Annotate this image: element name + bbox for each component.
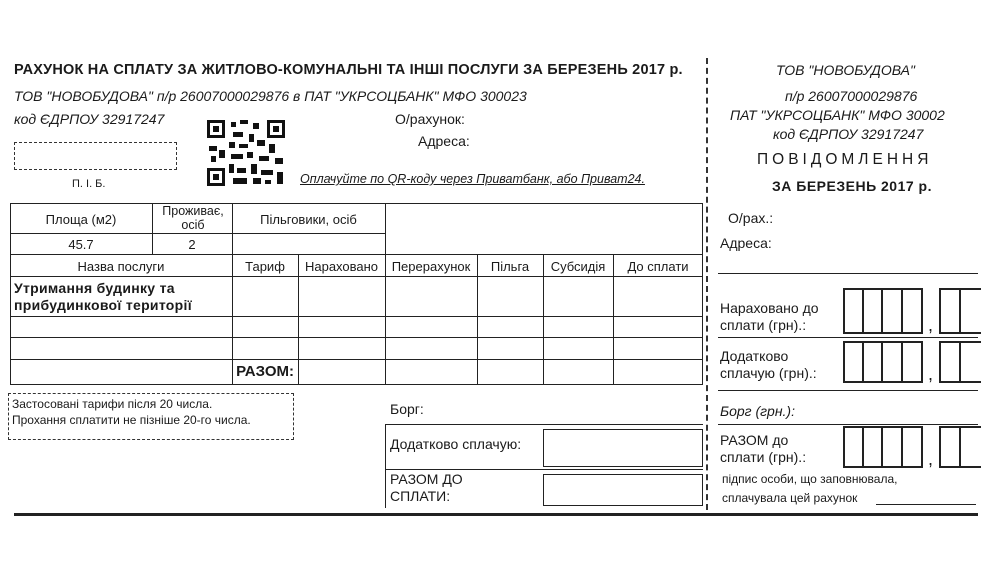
notice-period: ЗА БЕРЕЗЕНЬ 2017 р. (772, 178, 932, 194)
notice-account-label: О/рах.: (728, 210, 774, 226)
notice-address-label: Адреса: (720, 235, 772, 251)
notice-account: п/р 26007000029876 (785, 88, 918, 104)
notice-total-label: РАЗОМ до сплати (грн).: (720, 432, 807, 465)
accrued-label: Нараховано до сплати (грн).: (720, 300, 819, 333)
area-value: 45.7 (68, 237, 94, 252)
notes-line-1: Застосовані тарифи після 20 числа. (12, 397, 213, 411)
column-subsidy: Субсидія (550, 259, 606, 274)
pib-field[interactable] (14, 142, 177, 170)
total-pay-label: РАЗОМ ДО СПЛАТИ: (390, 471, 463, 504)
signature-field[interactable] (876, 504, 976, 505)
column-accrued: Нараховано (304, 259, 379, 274)
area-header: Площа (м2) (45, 212, 117, 227)
qr-payment-note: Оплачуйте по QR-коду через Приватбанк, або Приват24. (300, 172, 645, 186)
notes-line-2: Прохання сплатити не пізніше 20-го числа. (12, 413, 251, 427)
column-recalculation: Перерахунок (391, 259, 471, 274)
qr-code-icon (207, 120, 285, 186)
column-to-pay: До сплати (627, 259, 689, 274)
cut-line (706, 58, 708, 510)
bill-title: РАХУНОК НА СПЛАТУ ЗА ЖИТЛОВО-КОМУНАЛЬНІ ТА ІНШІ ПОСЛУГИ ЗА БЕРЕЗЕНЬ 2017 р. (14, 62, 683, 78)
total-label: РАЗОМ: (236, 363, 294, 380)
notice-title: ПОВІДОМЛЕННЯ (757, 151, 933, 168)
extra-pay-label: Додатково сплачую: (390, 436, 522, 452)
company-line: ТОВ "НОВОБУДОВА" п/р 26007000029876 в ПАТ "УКРСОЦБАНК" МФО 300023 (14, 88, 527, 104)
extra-label: Додатково сплачую (грн).: (720, 348, 817, 381)
signature-line-1: підпис особи, що заповнювала, (722, 472, 898, 486)
column-tariff: Тариф (245, 259, 285, 274)
service-name: Утримання будинку та прибудинкової території (14, 280, 192, 313)
address-label: Адреса: (418, 133, 470, 149)
edrpou-code: код ЄДРПОУ 32917247 (14, 111, 165, 127)
notice-bank: ПАТ "УКРСОЦБАНК" МФО 30002 (730, 107, 945, 123)
extra-pay-field[interactable] (543, 429, 703, 467)
residents-value: 2 (188, 237, 196, 252)
notice-edrpou: код ЄДРПОУ 32917247 (773, 126, 924, 142)
column-benefit: Пільга (490, 259, 530, 274)
notice-company: ТОВ "НОВОБУДОВА" (776, 62, 915, 78)
account-label: О/рахунок: (395, 111, 465, 127)
signature-line-2: сплачувала цей рахунок (722, 491, 858, 505)
notice-debt-label: Борг (грн.): (720, 403, 795, 419)
debt-label: Борг: (390, 401, 424, 417)
beneficiaries-header: Пільговики, осіб (260, 212, 357, 227)
residents-header: Проживає, осіб (162, 204, 224, 232)
total-pay-field[interactable] (543, 474, 703, 506)
pib-label: П. І. Б. (72, 178, 106, 190)
column-service-name: Назва послуги (77, 259, 165, 274)
